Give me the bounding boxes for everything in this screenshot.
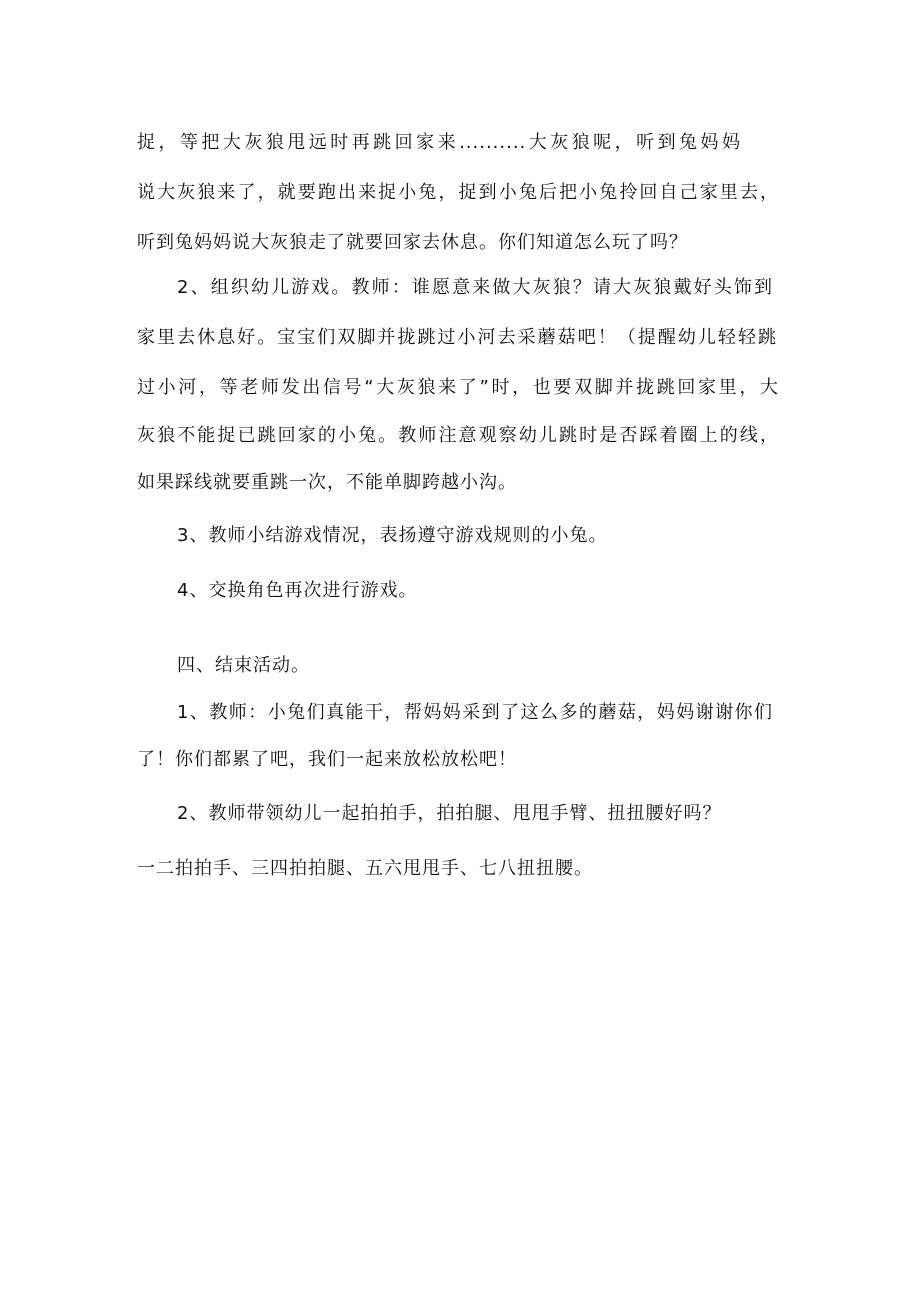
paragraph-line: 捉，等把大灰狼甩远时再跳回家来..........大灰狼呢，听到兔妈妈: [137, 132, 741, 153]
paragraph-line: 如果踩线就要重跳一次，不能单脚跨越小沟。: [137, 472, 517, 493]
paragraph-line: 一二拍拍手、三四拍拍腿、五六甩甩手、七八扭扭腰。: [137, 858, 593, 879]
paragraph-line: 听到兔妈妈说大灰狼走了就要回家去休息。你们知道怎么玩了吗？: [137, 232, 688, 253]
paragraph-line: 1、教师：小兔们真能干，帮妈妈采到了这么多的蘑菇，妈妈谢谢你们: [177, 702, 773, 723]
paragraph-line: 过小河，等老师发出信号“大灰狼来了”时，也要双脚并拢跳回家里，大: [137, 377, 779, 398]
paragraph-line: 2、组织幼儿游戏。教师：谁愿意来做大灰狼？请大灰狼戴好头饰到: [177, 277, 773, 298]
paragraph-line: 家里去休息好。宝宝们双脚并拢跳过小河去采蘑菇吧！（提醒幼儿轻轻跳: [137, 327, 777, 348]
paragraph-line: 说大灰狼来了，就要跑出来捉小兔，捉到小兔后把小兔拎回自己家里去，: [137, 182, 779, 203]
paragraph-line: 3、教师小结游戏情况，表扬遵守游戏规则的小兔。: [177, 525, 608, 546]
paragraph-line: 了！你们都累了吧，我们一起来放松放松吧！: [137, 749, 517, 770]
paragraph-line: 灰狼不能捉已跳回家的小兔。教师注意观察幼儿跳时是否踩着圈上的线，: [137, 425, 779, 446]
paragraph-line: 4、交换角色再次进行游戏。: [177, 580, 418, 601]
paragraph-line: 2、教师带领幼儿一起拍拍手，拍拍腿、甩甩手臂、扭扭腰好吗？: [177, 803, 722, 824]
section-heading: 四、结束活动。: [177, 655, 310, 676]
